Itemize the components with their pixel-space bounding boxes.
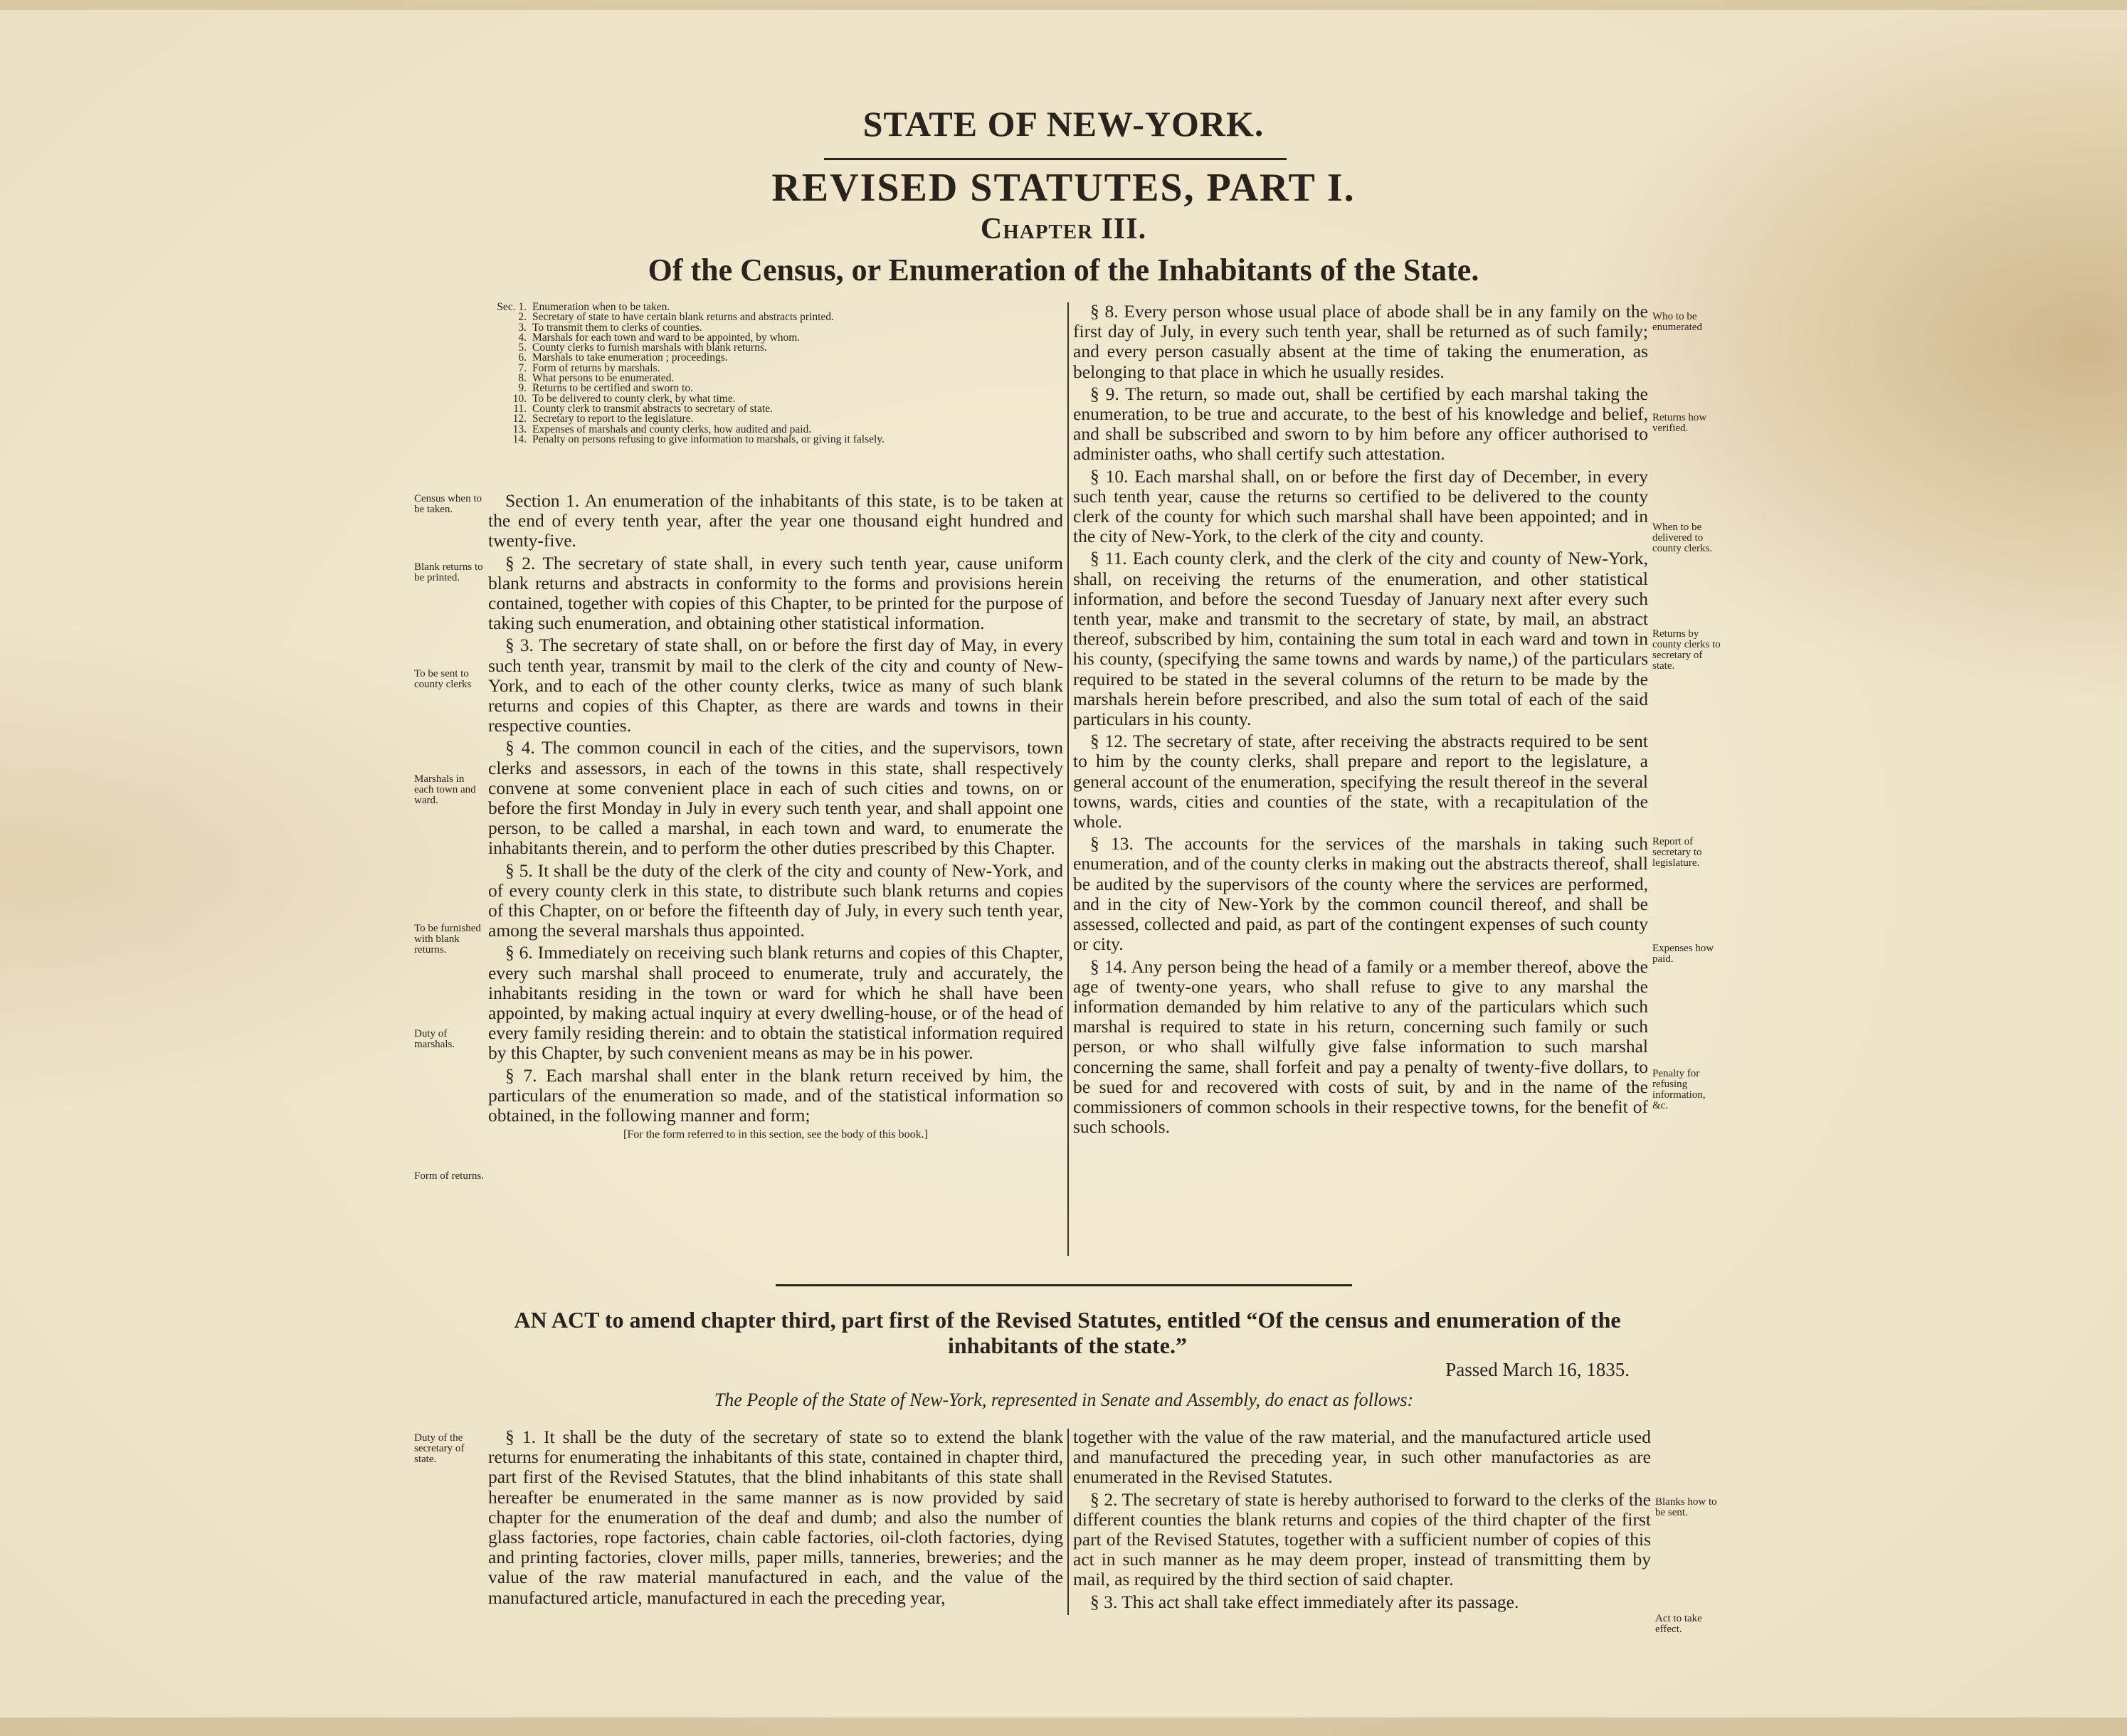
toc-text: County clerk to transmit abstracts to secretary of state. <box>532 402 773 415</box>
toc-num: 6. <box>518 351 527 364</box>
margin-note: Act to take effect. <box>1655 1613 1702 1635</box>
act-section-2: § 2. The secretary of state is hereby authorised to forward to the clerks of the different counties the blank returns and copies of the third chapter of the first part of the Revised Statutes, together with a sufficient number of copies of this act in such manner as he may deem proper, instead of transmitting them by mail, as required by the third section of said chapter. <box>1073 1488 1651 1590</box>
section-6: § 6. Immediately on receiving such blank returns and copies of this Chapter, every such marshal shall proceed to enumerate, truly and accurately, the inhabitants residing in the town or ward for which he shall have been appointed, by making actual inquiry at every dwelling-house, or of the head of every family residing therein: and to obtain the statistical information required by this Chapter, by such convenient means as may be in his power. <box>488 942 1063 1064</box>
section-3: § 3. The secretary of state shall, on or before the first day of May, in every such tenth year, transmit by mail to the clerk of the city and county of New-York, and to each of the other county clerks, twice as many of such blank returns and copies of this Chapter, as there are wards and towns in their respective counties. <box>488 635 1063 736</box>
paper-edge-bottom <box>0 1718 2127 1736</box>
act-right-column <box>1073 1427 1651 1614</box>
toc-num: 11. <box>513 402 527 415</box>
section-14: § 14. Any person being the head of a family or a member thereof, above the age of twenty-one years, who shall refuse to give to any marshal the information demanded by him relative to any of the particulars which such marshal is required to state in his return, concerning such family or such person, or who shall wilfully give false information to such marshal concerning the same, shall forfeit and pay a penalty of twenty-five dollars, to be sued for and recovered with costs of suit, by and in the name of the commissioners of common schools in their respective towns, for the benefit of such schools. <box>1073 956 1648 1138</box>
state-heading: STATE OF NEW-YORK. <box>862 104 1265 144</box>
section-separator-rule <box>776 1284 1352 1286</box>
enacting-clause: The People of the State of New-York, represented in Senate and Assembly, do enact as follows: <box>714 1390 1414 1410</box>
toc-num: 12. <box>512 413 527 425</box>
margin-note: Form of returns. <box>414 1170 484 1182</box>
section-12: § 12. The secretary of state, after receiving the abstracts required to be sent to him by the county clerks, shall prepare and report to the legislature, a general account of the enumeration, specifying the result thereof in the several towns, wards, cities and counties of the state, with a recapitulation of the whole. <box>1073 731 1648 832</box>
margin-note: Report of secretary to legislature. <box>1652 836 1702 869</box>
column-divider <box>1067 302 1069 1256</box>
toc-num: 5. <box>518 342 527 354</box>
toc-row <box>485 435 1069 445</box>
chapter-heading: Chapter III. <box>980 213 1147 245</box>
margin-note: Duty of marshals. <box>414 1028 455 1050</box>
section-1: Section 1. An enumeration of the inhabitants of this state, is to be taken at the end of every tenth year, after the year one thousand eight hundred and twenty-five. <box>488 490 1063 551</box>
margin-note: Returns how verified. <box>1652 412 1707 434</box>
section-2: § 2. The secretary of state shall, in every such tenth year, cause uniform blank returns and abstracts in conformity to the forms and provisions herein contained, together with copies of this Chapter, to be printed for the purpose of taking such enumeration, and obtaining other statistical information. <box>488 552 1063 634</box>
toc-text: Enumeration when to be taken. <box>532 301 670 313</box>
section-4: § 4. The common council in each of the cities, and the supervisors, town clerks and assessors, in each of the towns in this state, shall respectively convene at some convenient place in each of such cities and towns, on or before the first Monday in July in every such tenth year, and shall appoint one person, to be called a marshal, in each town and ward, to enumerate the inhabitants therein, and to perform the other duties prescribed by this Chapter. <box>488 737 1063 859</box>
margin-note: Blank returns to be printed. <box>414 561 483 583</box>
form-reference-note: [For the form referred to in this section, see the body of this book.] <box>623 1128 928 1141</box>
right-column <box>1073 302 1648 1139</box>
toc-text: Marshals for each town and ward to be appointed, by whom. <box>532 331 801 344</box>
toc-num: 2. <box>518 311 527 324</box>
toc-text: Returns to be certified and sworn to. <box>532 382 693 395</box>
chapter-subject: Of the Census, or Enumeration of the Inhabitants of the State. <box>648 253 1479 287</box>
act-section-1: § 1. It shall be the duty of the secretary of state so to extend the blank returns for enumerating the inhabitants of this state, contained in chapter third, part first of the Revised Statutes, that the blind inhabitants of this state shall hereafter be enumerated in the same manner as is now provided by said chapter for the enumeration of the deaf and dumb; and also the number of glass factories, rope factories, chain cable factories, oil-cloth factories, dying and printing factories, clover mills, paper mills, tanneries, breweries; and the value of the raw material manufactured in each, and the value of the manufactured article, manufactured in each the preceding year, <box>488 1427 1063 1608</box>
heading-rule <box>824 158 1287 160</box>
margin-note: Duty of the secretary of state. <box>414 1432 465 1465</box>
toc-num: 14. <box>512 433 527 445</box>
margin-note: To be furnished with blank returns. <box>414 923 481 956</box>
act-section-1-continued: together with the value of the raw material, and the manufactured article used and manufactured the preceding year, in such other manufactories as are enumerated in the Revised Statutes. <box>1073 1427 1651 1488</box>
toc-text: What persons to be enumerated. <box>532 372 675 385</box>
margin-note: Expenses how paid. <box>1652 943 1714 965</box>
paper-edge-top <box>0 0 2127 10</box>
margin-note: Blanks how to be sent. <box>1655 1496 1717 1518</box>
toc-num: 3. <box>518 321 527 334</box>
act-left-column <box>488 1427 1063 1610</box>
toc-num: Sec. 1. <box>497 301 527 313</box>
toc-text: Expenses of marshals and county clerks, how audited and paid. <box>532 423 812 435</box>
toc-num: 7. <box>518 361 527 374</box>
margin-note: Returns by county clerks to secretary of state. <box>1652 628 1721 672</box>
left-column <box>488 491 1063 1144</box>
section-8: § 8. Every person whose usual place of abode shall be in any family on the first day of July, in every such tenth year, shall be returned as of such family; and every person casually absent at the time of taking the enumeration, as belonging to that place in which he usually resides. <box>1073 301 1648 382</box>
section-13: § 13. The accounts for the services of the marshals in taking such enumeration, and of the county clerks in making out the abstracts thereof, shall be audited by the supervisors of the county where the services are performed, and in the city of New-York by the common council thereof, and shall be assessed, collected and paid, as part of the contingent expenses of such county or city. <box>1073 833 1648 955</box>
act-title: AN ACT to amend chapter third, part first of the Revised Statutes, entitled “Of the census and enumeration of the inhabitants of the state.” <box>514 1307 1621 1358</box>
section-7: § 7. Each marshal shall enter in the blank return received by him, the particulars of the enumeration so made, and of the statistical information so obtained, in the following manner and form; <box>488 1064 1063 1126</box>
margin-note: To be sent to county clerks <box>414 668 472 690</box>
margin-note: When to be delivered to county clerks. <box>1652 522 1713 554</box>
toc-num: 9. <box>518 382 527 395</box>
toc-text: Secretary of state to have certain blank returns and abstracts printed. <box>532 311 834 324</box>
section-10: § 10. Each marshal shall, on or before the first day of December, in every such tenth year, cause the returns so certified to be delivered to the county clerk of the county for which such marshal shall have been appointed; and in the city of New-York, to the clerk of the city and county. <box>1073 465 1648 547</box>
toc-text: Form of returns by marshals. <box>532 361 660 374</box>
toc-text: County clerks to furnish marshals with blank returns. <box>532 342 767 354</box>
toc-text: Marshals to take enumeration ; proceedings. <box>532 351 728 364</box>
toc-text: To be delivered to county clerk, by what time. <box>532 392 736 405</box>
toc-text: To transmit them to clerks of counties. <box>532 321 702 334</box>
section-contents-list <box>485 302 1069 445</box>
toc-text: Penalty on persons refusing to give information to marshals, or giving it falsely. <box>532 433 885 445</box>
margin-note: Penalty for refusing information, &c. <box>1652 1068 1706 1111</box>
statutes-heading: REVISED STATUTES, PART I. <box>771 166 1356 210</box>
act-column-divider <box>1067 1429 1069 1615</box>
margin-note: Who to be enumerated <box>1652 311 1702 333</box>
toc-num: 8. <box>518 372 527 385</box>
toc-num: 4. <box>518 331 527 344</box>
passed-date: Passed March 16, 1835. <box>1445 1359 1630 1380</box>
toc-num: 13. <box>512 423 527 435</box>
section-9: § 9. The return, so made out, shall be certified by each marshal taking the enumeration, to be true and accurate, to the best of his knowledge and belief, and shall be subscribed and sworn to by him before any officer authorised to administer oaths, who shall certify such attestation. <box>1073 383 1648 465</box>
section-5: § 5. It shall be the duty of the clerk of the city and county of New-York, and of every county clerk in this state, to distribute such blank returns and copies of this Chapter, on or before the fifteenth day of July, in every such tenth year, among the several marshals thus appointed. <box>488 859 1063 941</box>
toc-text: Secretary to report to the legislature. <box>532 413 694 425</box>
section-11: § 11. Each county clerk, and the clerk of the city and county of New-York, shall, on receiving the returns of the enumeration, and other statistical information, and before the second Tuesday of January next after every such tenth year, make and transmit to the secretary of state, by mail, an abstract thereof, subscribed by him, containing the sum total in each ward and town in his county, (specifying the same towns and wards by name,) of the particulars required to be stated in the several columns of the return to be made by the marshals herein before prescribed, and also the sum total of each of the said particulars in his county. <box>1073 548 1648 730</box>
act-section-3: § 3. This act shall take effect immediately after its passage. <box>1090 1591 1519 1612</box>
toc-num: 10. <box>512 392 527 405</box>
margin-note: Marshals in each town and ward. <box>414 773 476 806</box>
margin-note: Census when to be taken. <box>414 493 482 515</box>
